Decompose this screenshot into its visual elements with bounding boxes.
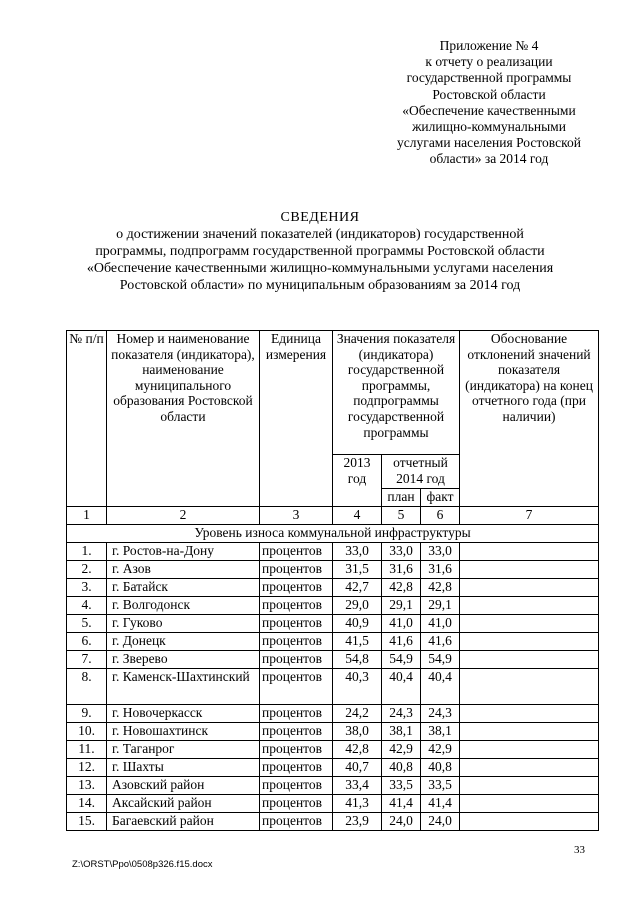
row-value-fact: 31,6 xyxy=(421,561,460,579)
row-number: 2. xyxy=(67,561,107,579)
row-value-2013: 54,8 xyxy=(333,651,382,669)
table-row xyxy=(67,543,599,561)
row-justification xyxy=(460,579,599,597)
row-number: 7. xyxy=(67,651,107,669)
header-fact: факт xyxy=(421,489,460,507)
row-number: 12. xyxy=(67,759,107,777)
table-row xyxy=(67,651,599,669)
row-name: г. Батайск xyxy=(107,579,260,597)
row-justification xyxy=(460,615,599,633)
row-value-plan: 29,1 xyxy=(382,597,421,615)
row-value-plan: 24,3 xyxy=(382,705,421,723)
row-name: г. Азов xyxy=(107,561,260,579)
table-row xyxy=(67,615,599,633)
row-unit: процентов xyxy=(260,705,333,723)
document-title xyxy=(0,209,640,294)
row-unit: процентов xyxy=(260,759,333,777)
row-name: г. Гуково xyxy=(107,615,260,633)
row-justification xyxy=(460,759,599,777)
row-value-2013: 33,4 xyxy=(333,777,382,795)
page-number: 33 xyxy=(574,844,585,856)
column-number: 7 xyxy=(460,507,599,525)
table-row xyxy=(67,669,599,705)
row-justification xyxy=(460,633,599,651)
table-row xyxy=(67,633,599,651)
column-number: 5 xyxy=(382,507,421,525)
row-value-fact: 33,5 xyxy=(421,777,460,795)
row-value-fact: 41,0 xyxy=(421,615,460,633)
header-2013: 2013 год xyxy=(333,455,382,507)
annex-line: услугами населения Ростовской xyxy=(397,135,581,151)
row-value-2013: 41,5 xyxy=(333,633,382,651)
row-value-plan: 54,9 xyxy=(382,651,421,669)
title-line: «Обеспечение качественными жилищно-коммунальными услугами населения xyxy=(86,261,554,276)
row-value-2013: 38,0 xyxy=(333,723,382,741)
file-path: Z:\ORST\Ppo\0508p326.f15.docx xyxy=(72,859,213,870)
row-unit: процентов xyxy=(260,597,333,615)
row-value-fact: 42,9 xyxy=(421,741,460,759)
row-value-2013: 24,2 xyxy=(333,705,382,723)
row-justification xyxy=(460,561,599,579)
row-value-plan: 31,6 xyxy=(382,561,421,579)
header-values: Значения показателя (индикатора) государственной программы, подпрограммы государственной программы xyxy=(333,331,460,455)
column-number: 4 xyxy=(333,507,382,525)
row-name: г. Ростов-на-Дону xyxy=(107,543,260,561)
row-number: 10. xyxy=(67,723,107,741)
row-value-fact: 24,3 xyxy=(421,705,460,723)
column-number: 2 xyxy=(107,507,260,525)
title-line: Ростовской области» по муниципальным образованиям за 2014 год xyxy=(119,278,521,293)
row-value-2013: 33,0 xyxy=(333,543,382,561)
row-name: г. Новочеркасск xyxy=(107,705,260,723)
table-row xyxy=(67,723,599,741)
row-value-plan: 41,0 xyxy=(382,615,421,633)
row-value-plan: 41,6 xyxy=(382,633,421,651)
row-value-2013: 40,3 xyxy=(333,669,382,705)
row-value-2013: 42,8 xyxy=(333,741,382,759)
row-justification xyxy=(460,543,599,561)
row-value-fact: 40,4 xyxy=(421,669,460,705)
table-row xyxy=(67,759,599,777)
row-unit: процентов xyxy=(260,543,333,561)
row-justification xyxy=(460,741,599,759)
row-number: 6. xyxy=(67,633,107,651)
row-value-2013: 29,0 xyxy=(333,597,382,615)
row-unit: процентов xyxy=(260,561,333,579)
row-name: г. Шахты xyxy=(107,759,260,777)
row-justification xyxy=(460,777,599,795)
row-value-plan: 42,8 xyxy=(382,579,421,597)
row-value-fact: 41,4 xyxy=(421,795,460,813)
row-unit: процентов xyxy=(260,651,333,669)
row-name: г. Волгодонск xyxy=(107,597,260,615)
row-number: 5. xyxy=(67,615,107,633)
row-number: 3. xyxy=(67,579,107,597)
row-name: Багаевский район xyxy=(107,813,260,831)
header-row xyxy=(67,331,599,455)
column-number: 6 xyxy=(421,507,460,525)
header-name: Номер и наименование показателя (индикатора), наименование муниципального образования Ростовской области xyxy=(107,331,260,507)
annex-line: к отчету о реализации xyxy=(425,54,553,70)
title-heading: СВЕДЕНИЯ xyxy=(280,210,360,225)
indicators-table xyxy=(66,330,599,831)
row-number: 4. xyxy=(67,597,107,615)
row-value-fact: 29,1 xyxy=(421,597,460,615)
row-value-plan: 40,4 xyxy=(382,669,421,705)
header-no: № п/п xyxy=(67,331,107,507)
row-number: 14. xyxy=(67,795,107,813)
row-number: 13. xyxy=(67,777,107,795)
annex-block xyxy=(372,38,606,168)
row-number: 9. xyxy=(67,705,107,723)
row-name: г. Каменск-Шахтинский xyxy=(107,669,260,705)
row-unit: процентов xyxy=(260,795,333,813)
row-number: 11. xyxy=(67,741,107,759)
column-number: 3 xyxy=(260,507,333,525)
row-value-fact: 41,6 xyxy=(421,633,460,651)
annex-line: государственной программы xyxy=(406,70,572,86)
row-value-plan: 42,9 xyxy=(382,741,421,759)
row-unit: процентов xyxy=(260,723,333,741)
row-unit: процентов xyxy=(260,615,333,633)
annex-line: Приложение № 4 xyxy=(439,38,539,53)
row-name: г. Новошахтинск xyxy=(107,723,260,741)
row-number: 8. xyxy=(67,669,107,705)
row-value-plan: 24,0 xyxy=(382,813,421,831)
row-unit: процентов xyxy=(260,669,333,705)
title-line: о достижении значений показателей (индикаторов) государственной xyxy=(116,227,524,242)
row-justification xyxy=(460,723,599,741)
header-justification: Обоснование отклонений значений показателя (индикатора) на конец отчетного года (при наличии) xyxy=(460,331,599,507)
row-value-2013: 41,3 xyxy=(333,795,382,813)
row-value-plan: 40,8 xyxy=(382,759,421,777)
header-plan: план xyxy=(382,489,421,507)
row-name: г. Таганрог xyxy=(107,741,260,759)
row-value-fact: 24,0 xyxy=(421,813,460,831)
row-value-fact: 54,9 xyxy=(421,651,460,669)
row-name: г. Донецк xyxy=(107,633,260,651)
row-name: г. Зверево xyxy=(107,651,260,669)
column-numbers-row xyxy=(67,507,599,525)
annex-line: жилищно-коммунальными xyxy=(412,119,566,135)
row-justification xyxy=(460,795,599,813)
table-row xyxy=(67,795,599,813)
annex-line: Ростовской области xyxy=(432,86,546,102)
row-justification xyxy=(460,669,599,705)
header-reporting: отчетный 2014 год xyxy=(382,455,460,489)
table-row xyxy=(67,597,599,615)
title-line: программы, подпрограмм государственной программы Ростовской области xyxy=(95,244,545,259)
table-row xyxy=(67,777,599,795)
header-unit: Единица измерения xyxy=(260,331,333,507)
column-number: 1 xyxy=(67,507,107,525)
section-title: Уровень износа коммунальной инфраструктуры xyxy=(67,525,599,543)
row-justification xyxy=(460,597,599,615)
row-name: Азовский район xyxy=(107,777,260,795)
row-name: Аксайский район xyxy=(107,795,260,813)
row-value-fact: 40,8 xyxy=(421,759,460,777)
row-value-plan: 38,1 xyxy=(382,723,421,741)
row-unit: процентов xyxy=(260,813,333,831)
table-row xyxy=(67,705,599,723)
table-row xyxy=(67,813,599,831)
row-justification xyxy=(460,813,599,831)
row-justification xyxy=(460,651,599,669)
row-value-2013: 40,7 xyxy=(333,759,382,777)
row-number: 1. xyxy=(67,543,107,561)
row-value-plan: 33,5 xyxy=(382,777,421,795)
row-value-fact: 38,1 xyxy=(421,723,460,741)
row-justification xyxy=(460,705,599,723)
row-value-fact: 42,8 xyxy=(421,579,460,597)
row-unit: процентов xyxy=(260,633,333,651)
row-value-2013: 31,5 xyxy=(333,561,382,579)
table-row xyxy=(67,561,599,579)
row-value-plan: 33,0 xyxy=(382,543,421,561)
section-row xyxy=(67,525,599,543)
row-unit: процентов xyxy=(260,579,333,597)
row-value-2013: 23,9 xyxy=(333,813,382,831)
row-number: 15. xyxy=(67,813,107,831)
row-value-2013: 40,9 xyxy=(333,615,382,633)
row-value-2013: 42,7 xyxy=(333,579,382,597)
row-unit: процентов xyxy=(260,777,333,795)
annex-line: области» за 2014 год xyxy=(429,151,549,167)
row-unit: процентов xyxy=(260,741,333,759)
row-value-plan: 41,4 xyxy=(382,795,421,813)
row-value-fact: 33,0 xyxy=(421,543,460,561)
annex-line: «Обеспечение качественными xyxy=(402,102,576,118)
table-row xyxy=(67,741,599,759)
table-row xyxy=(67,579,599,597)
